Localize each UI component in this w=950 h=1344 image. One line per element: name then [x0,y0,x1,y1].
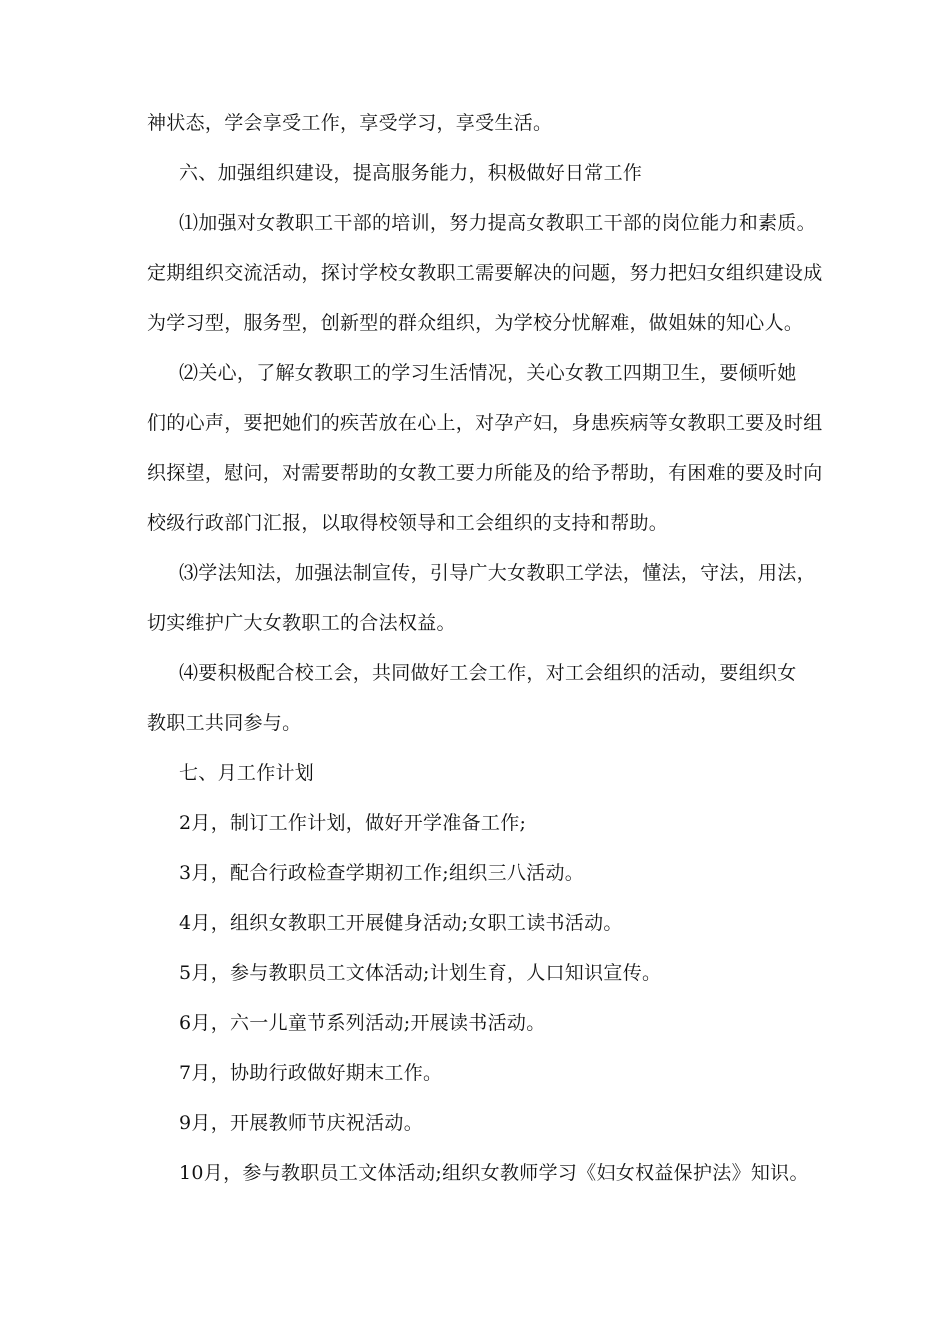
plan-item: 9月，开展教师节庆祝活动。 [179,1112,423,1134]
paragraph-line: ⑶学法知法，加强法制宣传，引导广大女教职工学法，懂法，守法，用法， [179,562,816,584]
plan-item: 4月，组织女教职工开展健身活动;女职工读书活动。 [179,912,623,934]
paragraph-line: 校级行政部门汇报，以取得校领导和工会组织的支持和帮助。 [147,512,669,534]
paragraph-line: 神状态，学会享受工作，享受学习，享受生活。 [147,112,553,134]
paragraph-line: 织探望，慰问，对需要帮助的女教工要力所能及的给予帮助，有困难的要及时向 [147,462,823,484]
plan-item: 5月，参与教职员工文体活动;计划生育，人口知识宣传。 [179,962,662,984]
paragraph-line: 为学习型，服务型，创新型的群众组织，为学校分忧解难，做姐妹的知心人。 [147,312,804,334]
paragraph-line: ⑷要积极配合校工会，共同做好工会工作，对工会组织的活动，要组织女 [179,662,797,684]
paragraph-line: 们的心声，要把她们的疾苦放在心上，对孕产妇，身患疾病等女教职工要及时组 [147,412,823,434]
section-heading: 六、加强组织建设，提高服务能力，积极做好日常工作 [179,162,643,184]
plan-item: 2月，制订工作计划，做好开学准备工作; [179,812,527,834]
paragraph-line: ⑵关心，了解女教职工的学习生活情况，关心女教工四期卫生，要倾听她 [179,362,797,384]
plan-item: 3月，配合行政检查学期初工作;组织三八活动。 [179,862,585,884]
paragraph-line: 定期组织交流活动，探讨学校女教职工需要解决的问题，努力把妇女组织建设成 [147,262,823,284]
section-heading: 七、月工作计划 [179,762,315,784]
plan-item: 10月，参与教职员工文体活动;组织女教师学习《妇女权益保护法》知识。 [179,1162,809,1184]
paragraph-line: 切实维护广大女教职工的合法权益。 [147,612,456,634]
plan-item: 6月，六一儿童节系列活动;开展读书活动。 [179,1012,546,1034]
paragraph-line: ⑴加强对女教职工干部的培训，努力提高女教职工干部的岗位能力和素质。 [179,212,816,234]
plan-item: 7月，协助行政做好期末工作。 [179,1062,443,1084]
paragraph-line: 教职工共同参与。 [147,712,302,734]
